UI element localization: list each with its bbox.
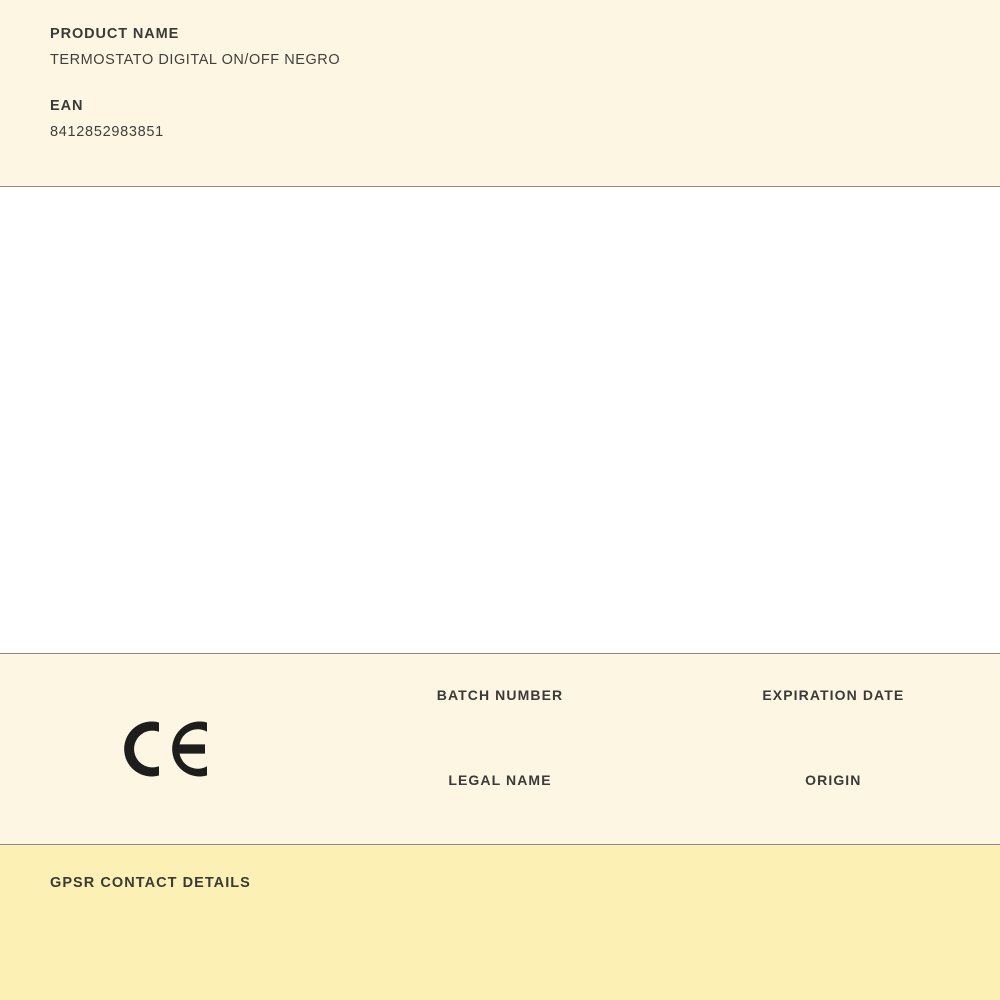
origin-label: ORIGIN xyxy=(805,772,862,788)
compliance-grid xyxy=(0,654,1000,844)
product-image-area xyxy=(0,187,1000,654)
ean-label: EAN xyxy=(50,98,84,114)
ean-field xyxy=(50,98,950,140)
batch-number-label: BATCH NUMBER xyxy=(436,687,564,703)
ean-value: 8412852983851 xyxy=(50,124,164,140)
gpsr-contact-details-label: GPSR CONTACT DETAILS xyxy=(50,875,251,891)
expiration-date-cell xyxy=(667,654,1000,749)
product-name-field xyxy=(50,26,950,68)
ce-mark-icon xyxy=(121,716,213,782)
gpsr-block xyxy=(0,845,1000,1000)
gpsr-contact-details-value xyxy=(50,901,950,915)
compliance-block xyxy=(0,654,1000,845)
identity-block xyxy=(0,0,1000,187)
legal-name-label: LEGAL NAME xyxy=(448,772,552,788)
expiration-date-label: EXPIRATION DATE xyxy=(762,687,905,703)
origin-cell xyxy=(667,749,1000,844)
batch-number-cell xyxy=(333,654,666,749)
product-name-label: PRODUCT NAME xyxy=(50,26,180,42)
legal-name-cell xyxy=(333,749,666,844)
ce-mark-cell xyxy=(0,654,333,844)
product-name-value: TERMOSTATO DIGITAL ON/OFF NEGRO xyxy=(50,52,341,68)
